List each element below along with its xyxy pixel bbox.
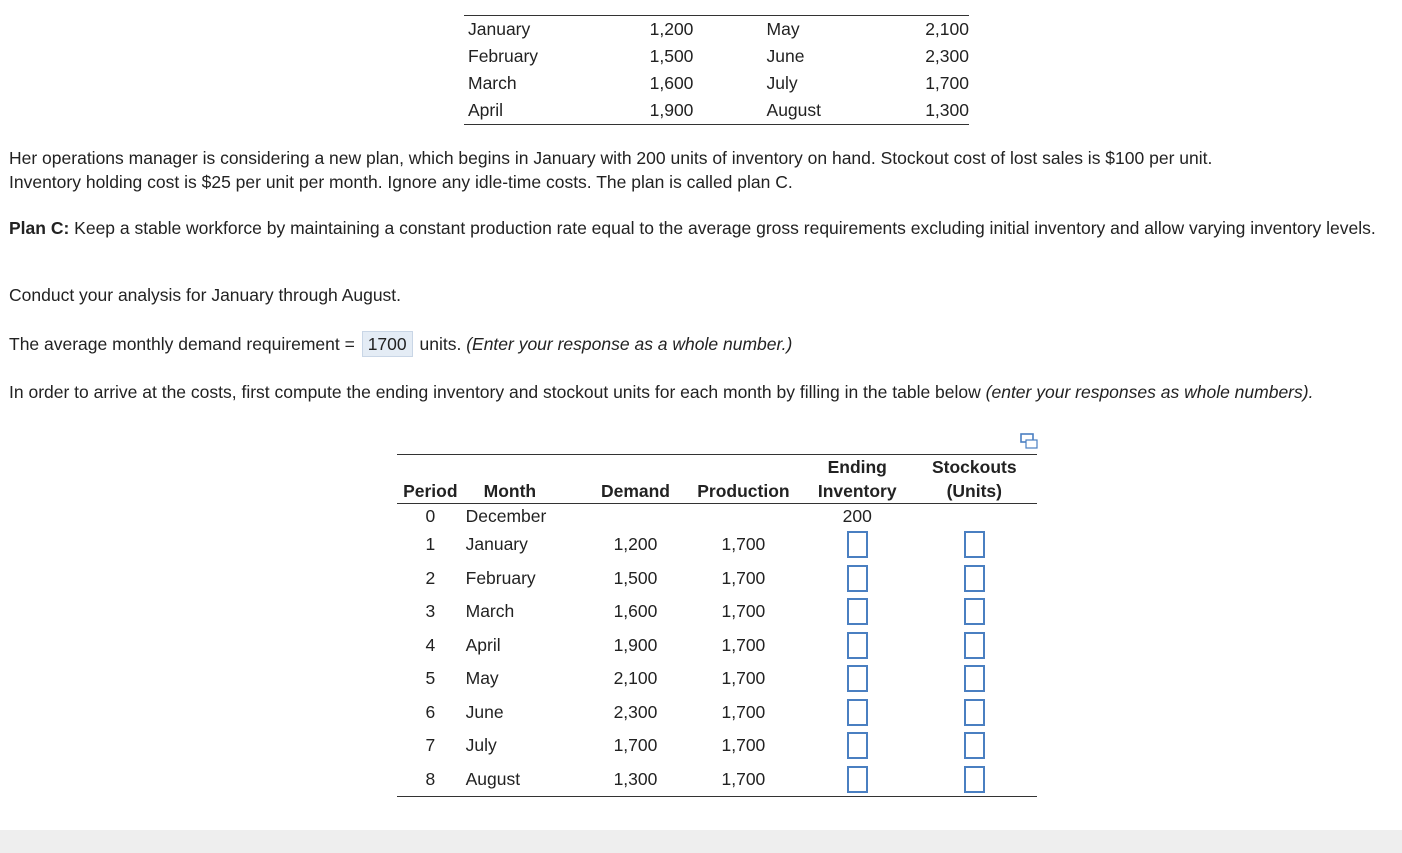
ending-inventory-input[interactable] — [847, 766, 868, 793]
stockouts-input[interactable] — [964, 632, 985, 659]
stockouts-cell — [912, 562, 1037, 596]
row-period: 5 — [425, 668, 436, 689]
demand-value-left: 1,500 — [649, 46, 694, 66]
demand-value-left: 1,900 — [649, 100, 694, 120]
row-production: 1,700 — [721, 601, 766, 622]
header-stock-line1: Stockouts — [931, 457, 1017, 477]
demand-value-left: 1,600 — [649, 73, 694, 93]
stockouts-cell — [912, 629, 1037, 663]
row-month: May — [465, 668, 499, 689]
start-month: December — [465, 506, 547, 526]
stockouts-input[interactable] — [964, 665, 985, 692]
row-period: 4 — [425, 634, 436, 655]
header-row — [397, 455, 1037, 504]
demand-spacer — [693, 16, 766, 43]
row-production: 1,700 — [721, 534, 766, 555]
ending-inventory-input[interactable] — [847, 632, 868, 659]
intro-line1: Her operations manager is considering a new plan, which begins in January with 200 units of inventory on hand. Stockout cost of lost sales is $100 per unit. — [9, 148, 1213, 168]
header-month: Month — [464, 455, 587, 504]
demand-row — [464, 16, 969, 43]
ending-inventory-input[interactable] — [847, 699, 868, 726]
row-month: March — [465, 601, 515, 622]
demand-value-left: 1,200 — [649, 19, 694, 39]
row-period: 8 — [425, 768, 436, 789]
row-production: 1,700 — [721, 735, 766, 756]
demand-data-table — [464, 15, 969, 125]
ending-inventory-cell — [803, 729, 912, 763]
average-hint: (Enter your response as a whole number.) — [466, 334, 793, 354]
demand-month-right: May — [766, 19, 800, 39]
demand-table — [464, 16, 969, 124]
row-month: August — [465, 768, 521, 789]
stockouts-cell — [912, 696, 1037, 730]
ending-inventory-cell — [803, 528, 912, 562]
average-paragraph — [9, 331, 1394, 357]
average-prefix: The average monthly demand requirement = — [9, 334, 360, 354]
row-period: 3 — [425, 601, 436, 622]
demand-row — [464, 97, 969, 124]
table-row — [397, 662, 1037, 696]
row-production: 1,700 — [721, 567, 766, 588]
start-ending-inventory: 200 — [842, 506, 872, 526]
average-suffix: units. — [414, 334, 467, 354]
stockouts-input[interactable] — [964, 699, 985, 726]
intro-line2: Inventory holding cost is $25 per unit per month. Ignore any idle-time costs. The plan is called plan C. — [9, 172, 793, 192]
demand-month-right: June — [766, 46, 805, 66]
row-demand: 1,700 — [613, 735, 658, 756]
average-answer-field[interactable]: 1700 — [362, 331, 413, 357]
row-month: April — [465, 634, 501, 655]
row-period: 6 — [425, 701, 436, 722]
table-row-start — [397, 504, 1037, 529]
table-row — [397, 595, 1037, 629]
row-demand: 2,300 — [613, 701, 658, 722]
row-period: 2 — [425, 567, 436, 588]
row-production: 1,700 — [721, 668, 766, 689]
table-row — [397, 528, 1037, 562]
header-period: Period — [397, 455, 464, 504]
row-demand: 1,600 — [613, 601, 658, 622]
start-stockouts — [912, 504, 1037, 529]
header-production: Production — [684, 455, 803, 504]
ending-inventory-input[interactable] — [847, 531, 868, 558]
plan-label: Plan C: — [9, 218, 70, 238]
ending-inventory-input[interactable] — [847, 665, 868, 692]
ending-inventory-cell — [803, 696, 912, 730]
ending-inventory-cell — [803, 595, 912, 629]
demand-value-right: 2,100 — [925, 19, 969, 39]
stockouts-input[interactable] — [964, 565, 985, 592]
plan-paragraph — [9, 216, 1394, 240]
stockouts-cell — [912, 662, 1037, 696]
header-demand: Demand — [587, 455, 684, 504]
ending-inventory-input[interactable] — [847, 598, 868, 625]
demand-month-right: July — [766, 73, 798, 93]
row-month: February — [465, 567, 536, 588]
copy-table-icon[interactable] — [1020, 433, 1038, 449]
instructions-text: In order to arrive at the costs, first compute the ending inventory and stockout units for each month by filling in the table below — [9, 382, 986, 402]
demand-month-left: February — [468, 46, 539, 66]
header-ending-inventory — [803, 455, 912, 504]
table-row — [397, 696, 1037, 730]
stockouts-input[interactable] — [964, 531, 985, 558]
table-row — [397, 562, 1037, 596]
row-production: 1,700 — [721, 768, 766, 789]
row-production: 1,700 — [721, 634, 766, 655]
header-ending-line2: Inventory — [817, 481, 897, 501]
instructions-paragraph — [9, 380, 1394, 404]
ending-inventory-cell — [803, 763, 912, 797]
demand-spacer — [693, 97, 766, 124]
demand-spacer — [693, 70, 766, 97]
demand-month-left: January — [468, 19, 531, 39]
demand-month-right: August — [766, 100, 821, 120]
ending-inventory-cell — [803, 562, 912, 596]
stockouts-input[interactable] — [964, 598, 985, 625]
footer-bar — [0, 830, 1402, 853]
stockouts-cell — [912, 528, 1037, 562]
stockouts-input[interactable] — [964, 732, 985, 759]
row-month: January — [465, 534, 528, 555]
stockouts-cell — [912, 763, 1037, 797]
demand-row — [464, 70, 969, 97]
start-production — [684, 504, 803, 529]
header-ending-line1: Ending — [827, 457, 887, 477]
row-period: 1 — [425, 534, 436, 555]
demand-value-right: 1,300 — [925, 100, 969, 120]
demand-month-left: March — [468, 73, 517, 93]
table-row — [397, 729, 1037, 763]
row-period: 7 — [425, 735, 436, 756]
ending-inventory-cell — [803, 662, 912, 696]
demand-row — [464, 43, 969, 70]
stockouts-cell — [912, 595, 1037, 629]
stockouts-cell — [912, 729, 1037, 763]
demand-month-left: April — [468, 100, 504, 120]
header-stock-line2: (Units) — [946, 481, 1002, 501]
table-row — [397, 763, 1037, 797]
row-demand: 1,300 — [613, 768, 658, 789]
ending-inventory-input[interactable] — [847, 732, 868, 759]
row-demand: 1,900 — [613, 634, 658, 655]
demand-value-right: 2,300 — [925, 46, 969, 66]
row-month: June — [465, 701, 504, 722]
row-demand: 1,500 — [613, 567, 658, 588]
plan-text: Keep a stable workforce by maintaining a constant production rate equal to the average gross requirements excluding initial inventory and allow varying inventory levels. — [69, 218, 1376, 238]
instructions-hint: (enter your responses as whole numbers). — [985, 382, 1314, 402]
ending-inventory-input[interactable] — [847, 565, 868, 592]
main-table — [397, 455, 1037, 796]
stockouts-input[interactable] — [964, 766, 985, 793]
intro-paragraph — [9, 146, 1394, 194]
ending-inventory-cell — [803, 629, 912, 663]
row-production: 1,700 — [721, 701, 766, 722]
plan-c-table — [397, 454, 1037, 797]
row-demand: 1,200 — [613, 534, 658, 555]
header-stockouts — [912, 455, 1037, 504]
demand-spacer — [693, 43, 766, 70]
demand-value-right: 1,700 — [925, 73, 969, 93]
row-demand: 2,100 — [613, 668, 658, 689]
start-period: 0 — [425, 506, 436, 526]
start-demand — [587, 504, 684, 529]
row-month: July — [465, 735, 497, 756]
table-row — [397, 629, 1037, 663]
analysis-paragraph: Conduct your analysis for January through August. — [9, 285, 402, 305]
